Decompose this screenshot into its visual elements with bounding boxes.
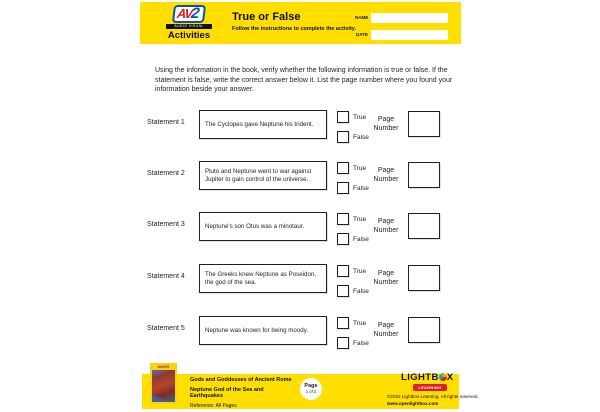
false-checkbox[interactable] — [337, 337, 349, 349]
date-label: DATE — [356, 32, 368, 37]
page-number-input[interactable] — [408, 162, 440, 188]
false-checkbox[interactable] — [337, 285, 349, 297]
page-word: Page — [377, 167, 395, 174]
statement-row-4 — [140, 262, 470, 306]
activities-label: Activities — [167, 30, 211, 41]
false-label: False — [353, 184, 369, 192]
false-checkbox[interactable] — [337, 182, 349, 194]
page-badge-value: 1 of 2 — [305, 389, 317, 394]
page-number-input[interactable] — [408, 265, 440, 291]
true-label: True — [353, 319, 367, 327]
true-checkbox[interactable] — [337, 317, 349, 329]
true-checkbox[interactable] — [337, 265, 349, 277]
true-checkbox[interactable] — [337, 111, 349, 123]
number-word: Number — [373, 176, 399, 183]
page-number-label — [368, 115, 404, 133]
page-title: True or False — [232, 11, 301, 23]
lightbox-logo — [401, 372, 492, 383]
statement-label: Statement 4 — [147, 273, 185, 280]
av2-logo-mark-icon — [172, 5, 207, 23]
page-word: Page — [377, 218, 395, 225]
page-badge-label: Page — [304, 382, 318, 389]
true-label: True — [353, 113, 367, 121]
website-text: www.openlightbox.com — [387, 400, 439, 406]
page-word: Page — [377, 270, 395, 277]
true-label: True — [353, 164, 367, 172]
statement-row-1 — [140, 108, 470, 152]
lightbox-logo-o-icon — [439, 373, 447, 381]
series-title: Gods and Goddesses of Ancient Rome — [190, 377, 292, 383]
number-word: Number — [373, 125, 399, 132]
page-number-label — [368, 217, 404, 235]
false-label: False — [353, 339, 369, 347]
footer-book-info — [190, 377, 295, 409]
statement-row-3 — [140, 210, 470, 254]
book-cover-art-icon — [152, 370, 175, 402]
lightbox-logo-right: X — [446, 372, 454, 383]
true-checkbox[interactable] — [337, 213, 349, 225]
statement-label: Statement 1 — [147, 119, 185, 126]
number-word: Number — [373, 279, 399, 286]
book-cover-title: MARS — [157, 364, 170, 369]
page-number-label — [368, 166, 404, 184]
name-input[interactable] — [371, 13, 448, 23]
page-number-input[interactable] — [408, 213, 440, 239]
false-checkbox[interactable] — [337, 131, 349, 143]
name-label: NAME — [355, 15, 369, 20]
statement-label: Statement 3 — [147, 221, 185, 228]
statement-text-box: The Cyclopes gave Neptune his trident. — [199, 110, 327, 139]
number-word: Number — [373, 331, 399, 338]
statement-text-box: Neptune's son Otus was a minotaur. — [199, 212, 327, 241]
statement-label: Statement 2 — [147, 170, 185, 177]
statement-text-box: The Greeks knew Neptune as Poseidon, the god of the sea. — [199, 264, 327, 293]
learning-badge: LEARNING — [413, 384, 447, 391]
page-word: Page — [377, 116, 395, 123]
number-word: Number — [373, 227, 399, 234]
copyright-text: ©2022 Lightbox Learning. All rights reserved. — [387, 394, 479, 399]
statement-label: Statement 5 — [147, 325, 185, 332]
page-subtitle: Follow the instructions to complete the activity. — [232, 25, 356, 32]
page-number-input[interactable] — [408, 111, 440, 137]
page-number-label — [368, 321, 404, 339]
statement-row-2 — [140, 159, 470, 203]
statement-text-box: Neptune was known for being moody. — [199, 316, 327, 345]
header-bar — [140, 2, 461, 44]
date-input[interactable] — [371, 30, 448, 40]
false-label: False — [353, 133, 369, 141]
lightbox-logo-left: LIGHTB — [401, 372, 439, 383]
av2-logo-av: AV — [175, 6, 193, 21]
page-number-input[interactable] — [408, 317, 440, 343]
book-cover-thumbnail — [150, 363, 177, 404]
true-label: True — [353, 215, 367, 223]
false-checkbox[interactable] — [337, 233, 349, 245]
page-number-label — [368, 269, 404, 287]
false-label: False — [353, 235, 369, 243]
book-title: Neptune God of the Sea and Earthquakes — [190, 387, 264, 399]
statement-text-box: Pluto and Neptune went to war against Jupiter to gain control of the universe. — [199, 161, 327, 190]
statement-row-5 — [140, 314, 470, 358]
lightbox-brand-block — [387, 372, 492, 406]
page-number-badge — [300, 378, 322, 400]
reference-text: Reference: All Pages — [190, 403, 237, 409]
true-checkbox[interactable] — [337, 162, 349, 174]
av2-logo — [154, 5, 224, 41]
true-label: True — [353, 267, 367, 275]
av2-logo-two: 2 — [189, 5, 201, 22]
false-label: False — [353, 287, 369, 295]
instructions-text: Using the information in the book, verify whether the following information is true or false. If the statement is false, write the correct answer below it. List the page number where you found your information beside your answer. — [155, 67, 453, 94]
av2-logo-tagline: AUDIO VISUAL — [166, 24, 212, 29]
page-word: Page — [377, 322, 395, 329]
header-title-block — [232, 11, 356, 32]
